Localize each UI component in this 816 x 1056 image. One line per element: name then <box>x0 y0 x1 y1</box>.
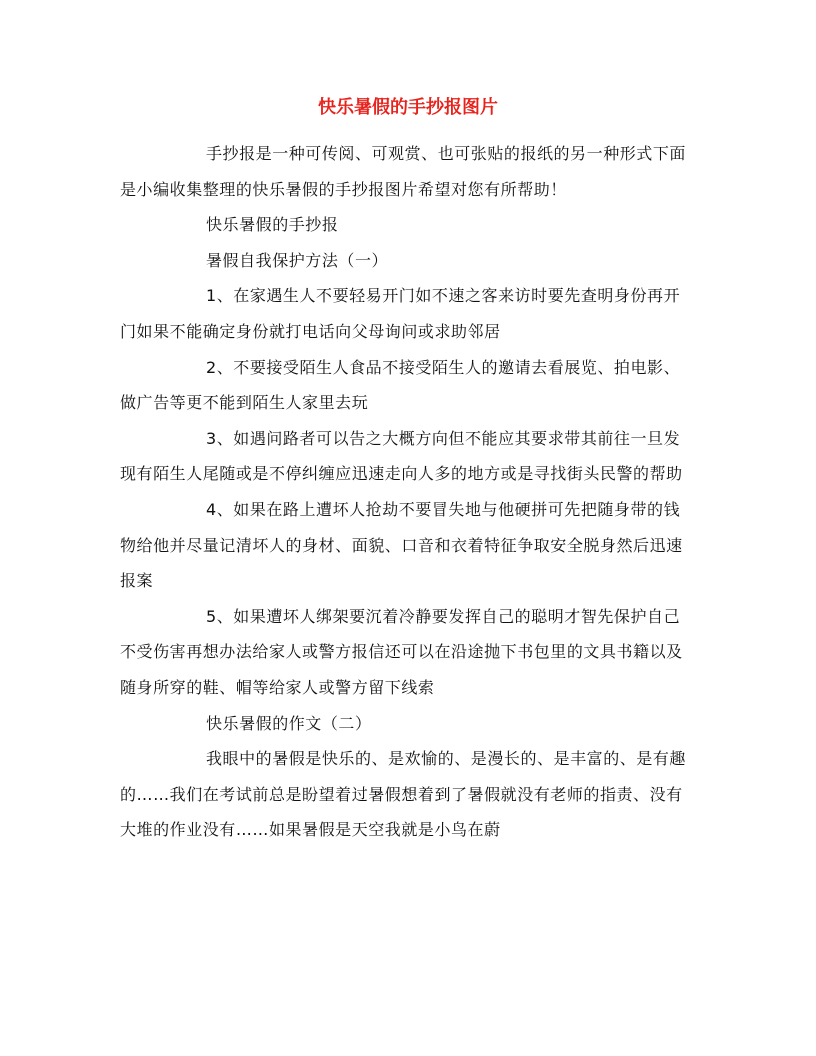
list-item: 2、不要接受陌生人食品不接受陌生人的邀请去看展览、拍电影、做广告等更不能到陌生人家里去玩 <box>120 357 681 413</box>
document-title: 快乐暑假的手抄报图片 <box>318 97 498 118</box>
list-item: 1、在家遇生人不要轻易开门如不速之客来访时要先查明身份再开门如果不能确定身份就打电话向父母询问或求助邻居 <box>120 286 681 341</box>
list-item: 3、如遇问路者可以告之大概方向但不能应其要求带其前往一旦发现有陌生人尾随或是不停纠缠应迅速走向人多的地方或是寻找街头民警的帮助 <box>120 428 683 484</box>
section-heading: 快乐暑假的手抄报 <box>206 215 339 235</box>
intro-paragraph: 手抄报是一种可传阅、可观赏、也可张贴的报纸的另一种形式下面是小编收集整理的快乐暑假的手抄报图片希望对您有所帮助！ <box>120 144 686 199</box>
list-item: 5、如果遭坏人绑架要沉着冷静要发挥自己的聪明才智先保护自己不受伤害再想办法给家人或警方报信还可以在沿途抛下书包里的文具书籍以及随身所穿的鞋、帽等给家人或警方留下线索 <box>120 606 683 697</box>
section-heading: 暑假自我保护方法（一） <box>206 250 389 270</box>
list-item: 4、如果在路上遭坏人抢劫不要冒失地与他硬拼可先把随身带的钱物给他并尽量记清坏人的身材、面貌、口音和衣着特征争取安全脱身然后迅速报案 <box>120 499 683 591</box>
essay-paragraph: 我眼中的暑假是快乐的、是欢愉的、是漫长的、是丰富的、是有趣的……我们在考试前总是盼望着过暑假想着到了暑假就没有老师的指责、没有大堆的作业没有……如果暑假是天空我就是小鸟在蔚 <box>120 749 686 840</box>
document-body <box>120 136 686 848</box>
section-heading: 快乐暑假的作文（二） <box>206 713 372 733</box>
